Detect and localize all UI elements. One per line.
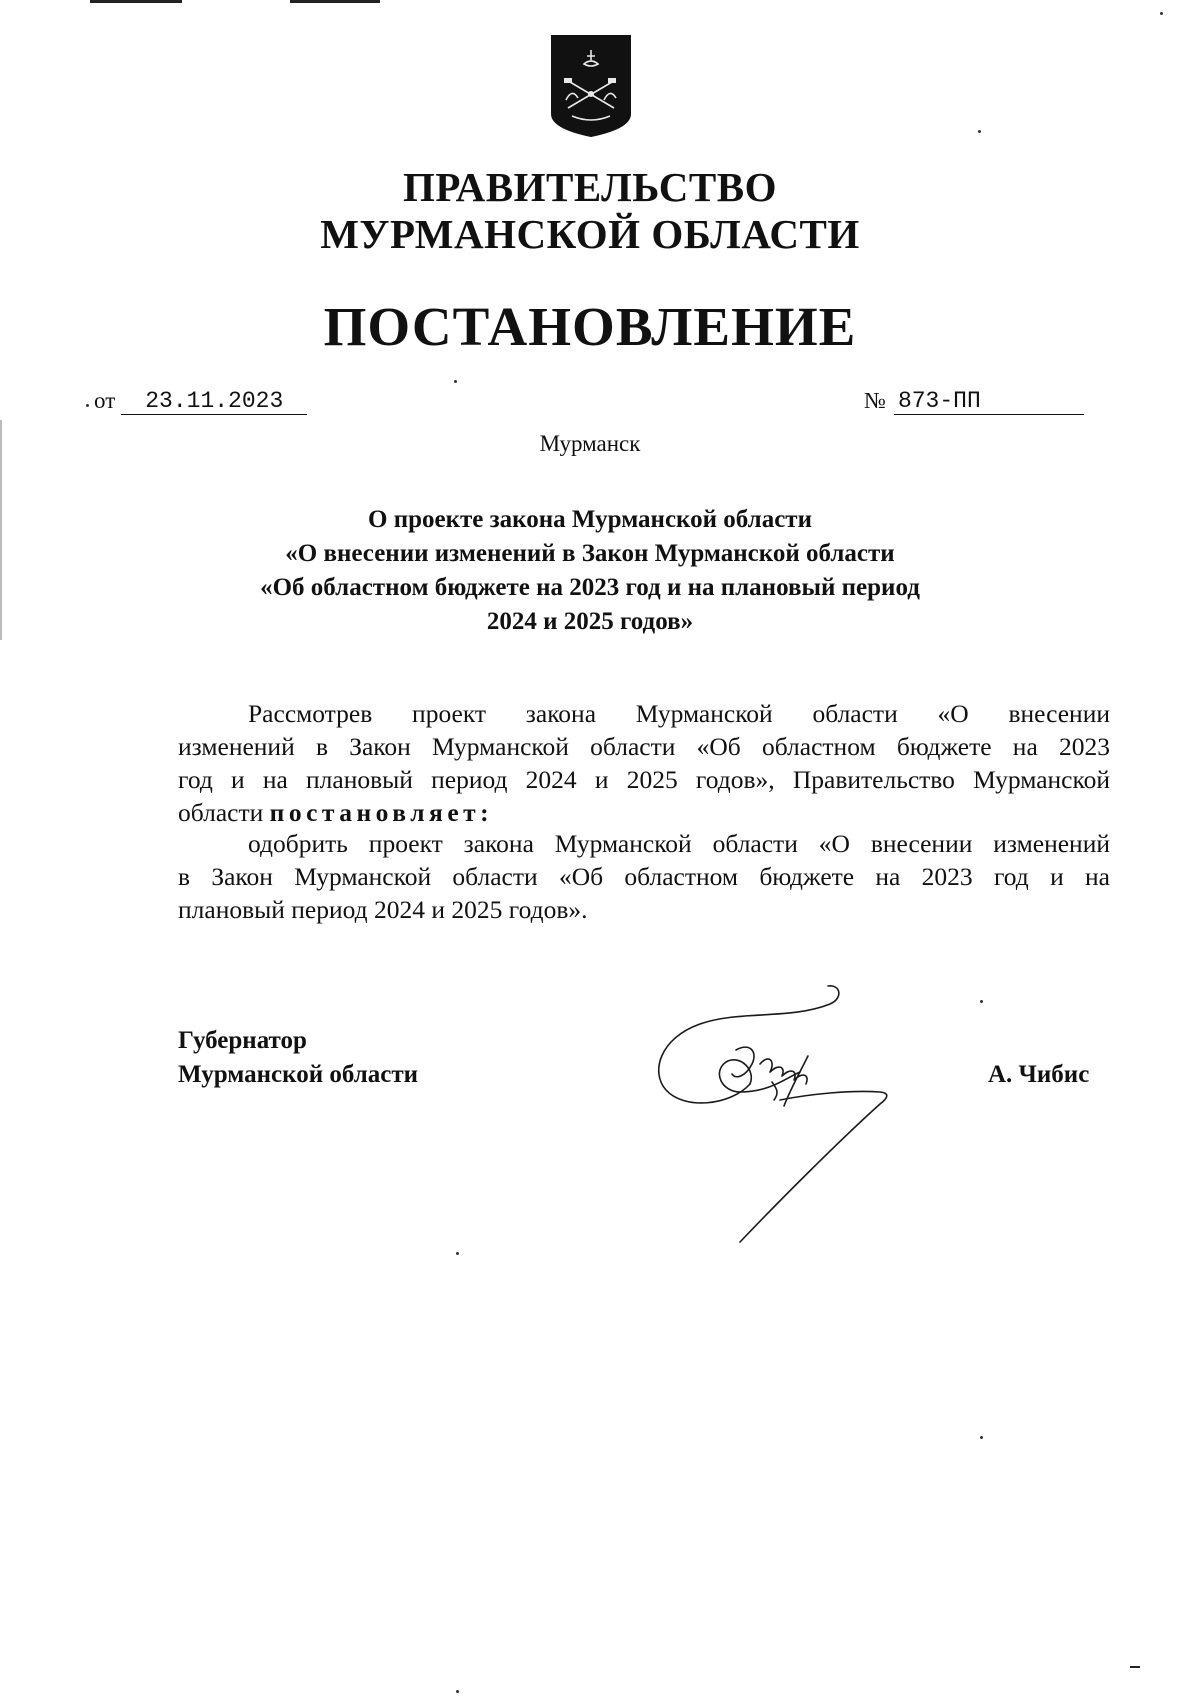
coat-of-arms-icon	[550, 34, 632, 138]
scan-artifact	[1130, 1666, 1140, 1668]
scan-artifact	[90, 0, 182, 3]
title-line: 2024 и 2025 годов»	[486, 608, 694, 635]
body-line: изменений в Закон Мурманской области «Об областном бюджете на 2023	[178, 732, 1110, 761]
body-paragraph-2	[178, 827, 1110, 926]
position-line: Губернатор	[178, 1027, 307, 1054]
document-number: 873-ПП	[894, 388, 1084, 415]
scan-dot	[1160, 12, 1163, 15]
scan-dot	[980, 1436, 983, 1439]
title-line: О проекте закона Мурманской области	[368, 506, 812, 533]
signatory-name: А. Чибис	[988, 1061, 1090, 1088]
signatory-position	[178, 1024, 418, 1092]
scan-dot	[456, 1252, 459, 1255]
body-text-fragment: области	[178, 798, 264, 827]
date-prefix: от	[94, 388, 116, 413]
scan-dot	[978, 130, 981, 133]
title-line: «Об областном бюджете на 2023 год и на плановый период	[260, 574, 920, 601]
org-name-line2: МУРМАНСКОЙ ОБЛАСТИ	[320, 211, 860, 257]
city: Мурманск	[539, 431, 641, 456]
body-line	[178, 796, 1110, 829]
scan-dot	[980, 1000, 983, 1003]
scan-dot	[456, 1690, 459, 1693]
body-paragraph-1	[178, 697, 1110, 829]
body-line: в Закон Мурманской области «Об областном бюджете на 2023 год и на	[178, 862, 1110, 891]
title-line: «О внесении изменений в Закон Мурманской области	[285, 540, 895, 567]
document-date: 23.11.2023	[121, 388, 307, 415]
resolution-keyword: постановляет:	[269, 798, 494, 827]
document-type: ПОСТАНОВЛЕНИЕ	[323, 296, 857, 357]
handwritten-signature	[640, 980, 960, 1280]
position-line: Мурманской области	[178, 1061, 419, 1088]
body-line: Рассмотрев проект закона Мурманской области «О внесении	[248, 699, 1110, 728]
org-name-line1: ПРАВИТЕЛЬСТВО	[402, 164, 778, 210]
document-title	[0, 503, 1180, 639]
body-line: год и на плановый период 2024 и 2025 годов», Правительство Мурманской	[178, 765, 1110, 794]
number-prefix: №	[864, 388, 886, 413]
body-line: плановый период 2024 и 2025 годов».	[178, 895, 588, 924]
scan-dot	[86, 404, 89, 407]
scan-dot	[454, 380, 457, 383]
date-row	[94, 387, 307, 415]
scan-artifact	[290, 0, 380, 3]
number-row	[864, 387, 1084, 415]
body-line: одобрить проект закона Мурманской области «О внесении изменений	[248, 829, 1110, 858]
